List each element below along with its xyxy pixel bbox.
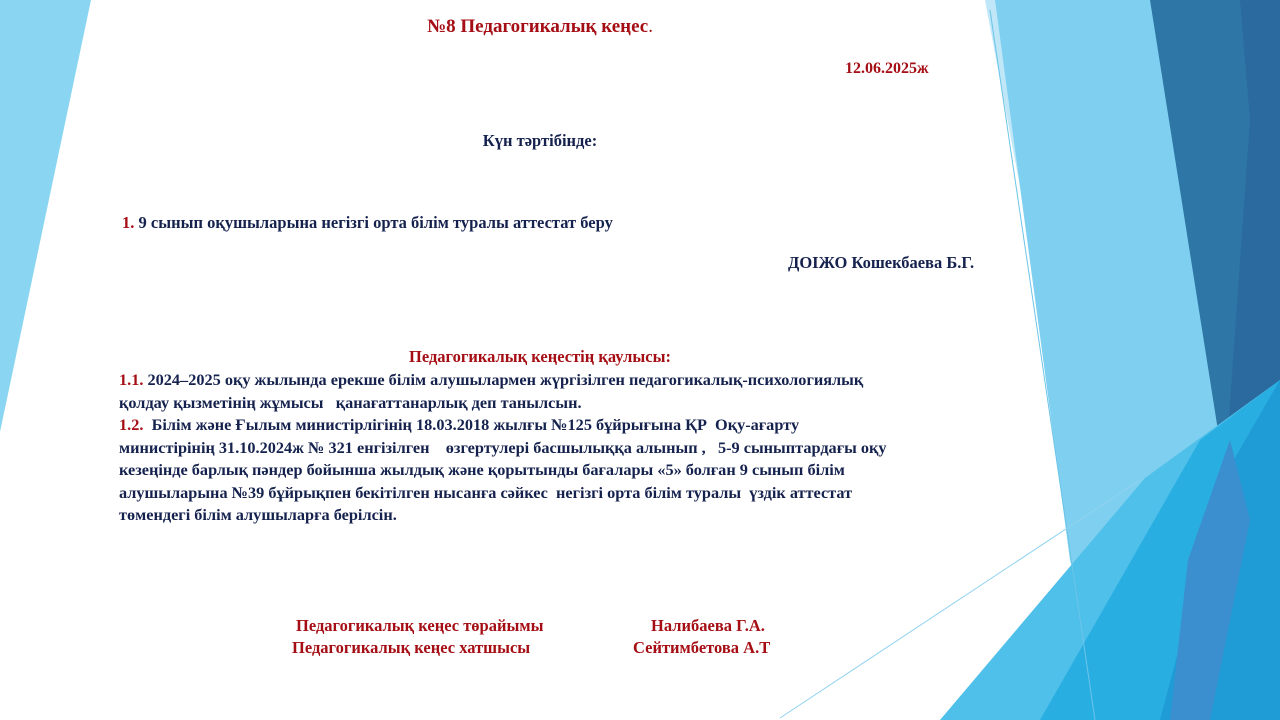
decision-item-number: 1.1. (119, 370, 144, 389)
decision-item-2-line-3: кезеңінде барлық пәндер бойынша жылдық және қорытынды бағалары «5» болған 9 сынып білім (119, 460, 845, 479)
agenda-responsible-person: ДОІЖО Кошекбаева Б.Г. (788, 253, 975, 272)
agenda-item (122, 213, 613, 233)
decision-text: 2024–2025 оқу жылында ерекше білім алушылармен жүргізілген педагогикалық-психологиялық (143, 370, 864, 389)
decision-item-1-line-1 (119, 369, 1019, 392)
decision-item-2-line-2: министірінің 31.10.2024ж № 321 енгізілген өзгертулері басшылыққа алынып , 5-9 сыныптардағы оқу (119, 437, 887, 457)
secretary-role: Педагогикалық кеңес хатшысы (292, 638, 531, 657)
decision-item-2-line-4: алушыларына №39 бұйрықпен бекітілген нысанға сәйкес негізгі орта білім туралы үздік аттестат (119, 482, 853, 502)
decision-heading: Педагогикалық кеңестің қаулысы: (409, 347, 671, 366)
decision-item-1-line-2: қолдау қызметінің жұмысы қанағаттанарлық деп танылсын. (119, 392, 582, 412)
title-text: №8 Педагогикалық кеңес (427, 16, 649, 37)
agenda-heading: Күн тәртібінде: (482, 131, 598, 150)
chair-role: Педагогикалық кеңес төрайымы (296, 616, 544, 635)
decision-item-number: 1.2. (119, 415, 144, 434)
decision-item-2-line-5: төмендегі білім алушыларға берілсін. (119, 505, 397, 524)
decision-list (119, 369, 1019, 527)
decision-text: Білім және Ғылым министірлігінің 18.03.2018 жылғы №125 бұйрығына ҚР Оқу-ағарту (143, 415, 800, 434)
agenda-item-text: 9 сынып оқушыларына негізгі орта білім туралы аттестат беру (134, 213, 613, 232)
title-period: . (648, 16, 653, 37)
slide-title (0, 16, 1080, 38)
chair-name: Налибаева Г.А. (651, 616, 765, 635)
secretary-name: Сейтимбетова А.Т (633, 638, 771, 657)
meeting-date: 12.06.2025ж (845, 60, 929, 77)
agenda-item-number: 1. (122, 213, 135, 232)
decision-item-2-line-1 (119, 414, 1019, 437)
